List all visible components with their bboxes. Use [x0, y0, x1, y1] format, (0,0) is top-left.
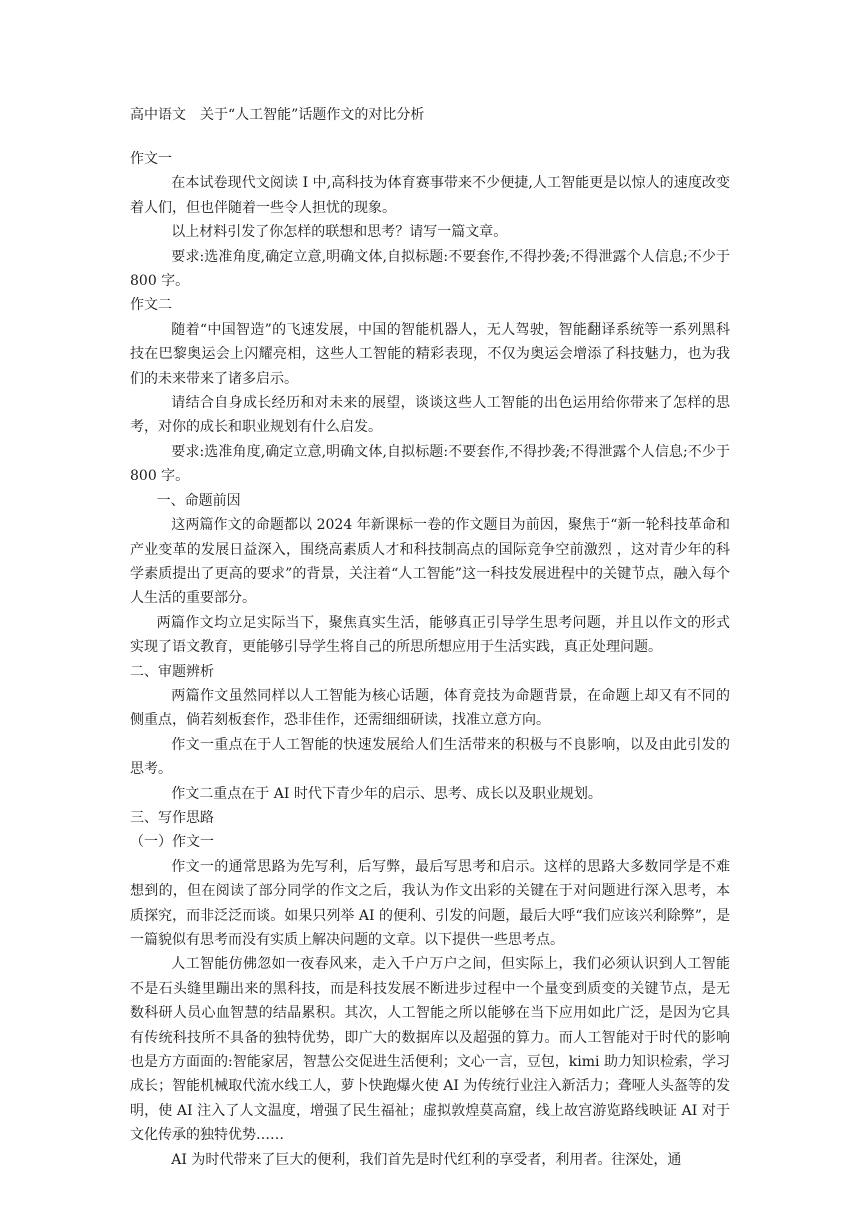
essay2-requirements: 要求:选准角度,确定立意,明确文体,自拟标题:不要套作,不得抄袭;不得泄露个人信息;不少于 800 字。 [130, 443, 730, 485]
document-title [130, 105, 730, 125]
essay1-paragraph-2: 以上材料引发了你怎样的联想和思考？请写一篇文章。 [171, 224, 508, 241]
essay2-paragraph-2: 请结合自身成长经历和对未来的展望，谈谈这些人工智能的出色运用给你带来了怎样的思考，对你的成长和职业规划有什么启发。 [130, 395, 730, 436]
section2-paragraph-2: 作文一重点在于人工智能的快速发展给人们生活带来的积极与不良影响，以及由此引发的思考。 [130, 736, 730, 778]
essay2-heading: 作文二 [130, 297, 172, 314]
section1-paragraph-1: 这两篇作文的命题都以 2024 年新课标一卷的作文题目为前因，聚焦于“新一轮科技革命和产业变革的发展日益深入，围绕高素质人才和科技制高点的国际竞争空前激烈 ，这对青少年的科学素质提出了更高的要求”的背景，关注着“人工智能”这一科技发展进程中的关键节点，融入每个人生活的重要部分。 [130, 517, 730, 607]
section1-heading: 一、命题前因 [156, 492, 241, 509]
section3-subheading-essay1: （一）作文一 [130, 834, 214, 851]
section2-heading: 二、审题辨析 [130, 663, 214, 680]
section1-paragraph-2: 两篇作文均立足实际当下，聚焦真实生活，能够真正引导学生思考问题，并且以作文的形式实现了语文教育，更能够引导学生将自己的所思所想应用于生活实践，真正处理问题。 [130, 614, 730, 656]
title-topic: 关于“人工智能”话题作文的对比分析 [200, 107, 425, 123]
section3-paragraph-2: 人工智能仿佛忽如一夜春风来，走入千户万户之间，但实际上，我们必须认识到人工智能不是石头缝里蹦出来的黑科技，而是科技发展不断进步过程中一个量变到质变的关键节点，是无数科研人员心血智慧的结晶累积。其次，人工智能之所以能够在当下应用如此广泛，是因为它具有传统科技所不具备的独特优势，即广大的数据库以及超强的算力。而人工智能对于时代的影响也是方方面面的:智能家居，智慧公交促进生活便利；文心一言，豆包，kimi 助力知识检索，学习成长；智能机械取代流水线工人，萝卜快跑爆火使 AI 为传统行业注入新活力；聋哑人头盔等的发明，使 AI 注入了人文温度，增强了民生福祉；虚拟敦煌莫高窟，线上故宫游览路线映证 AI 对于文化传承的独特优势…… [130, 956, 730, 1144]
essay2-paragraph-1: 随着“中国智造”的飞速发展，中国的智能机器人，无人驾驶，智能翻译系统等一系列黑科技在巴黎奥运会上闪耀亮相，这些人工智能的精彩表现，不仅为奥运会增添了科技魅力，也为我们的未来带来了诸多启示。 [130, 321, 730, 387]
section3-paragraph-1: 作文一的通常思路为先写利，后写弊，最后写思考和启示。这样的思路大多数同学是不难想到的，但在阅读了部分同学的作文之后，我认为作文出彩的关键在于对问题进行深入思考，本质探究，而非泛泛而谈。如果只列举 AI 的便利、引发的问题，最后大呼“我们应该兴利除弊”，是一篇貌似有思考而没有实质上解决问题的文章。以下提供一些思考点。 [130, 858, 730, 948]
section3-heading: 三、写作思路 [130, 809, 214, 826]
section3-paragraph-3: AI 为时代带来了巨大的便利，我们首先是时代红利的享受者，利用者。往深处，通 [171, 1151, 682, 1168]
document-page [130, 105, 730, 1172]
essay1-paragraph-1: 在本试卷现代文阅读 I 中,高科技为体育赛事带来不少便捷,人工智能更是以惊人的速度改变着人们，但也伴随着一些令人担忧的现象。 [130, 175, 730, 216]
section2-paragraph-1: 两篇作文虽然同样以人工智能为核心话题，体育竞技为命题背景，在命题上却又有不同的侧重点，倘若刻板套作，恐非佳作，还需细细研读，找准立意方向。 [130, 687, 730, 729]
section2-paragraph-3: 作文二重点在于 AI 时代下青少年的启示、思考、成长以及职业规划。 [171, 785, 602, 802]
essay1-heading: 作文一 [130, 151, 172, 167]
essay1-requirements: 要求:选准角度,确定立意,明确文体,自拟标题:不要套作,不得抄袭;不得泄露个人信息;不少于 800 字。 [130, 248, 730, 290]
title-subject: 高中语文 [130, 107, 186, 123]
